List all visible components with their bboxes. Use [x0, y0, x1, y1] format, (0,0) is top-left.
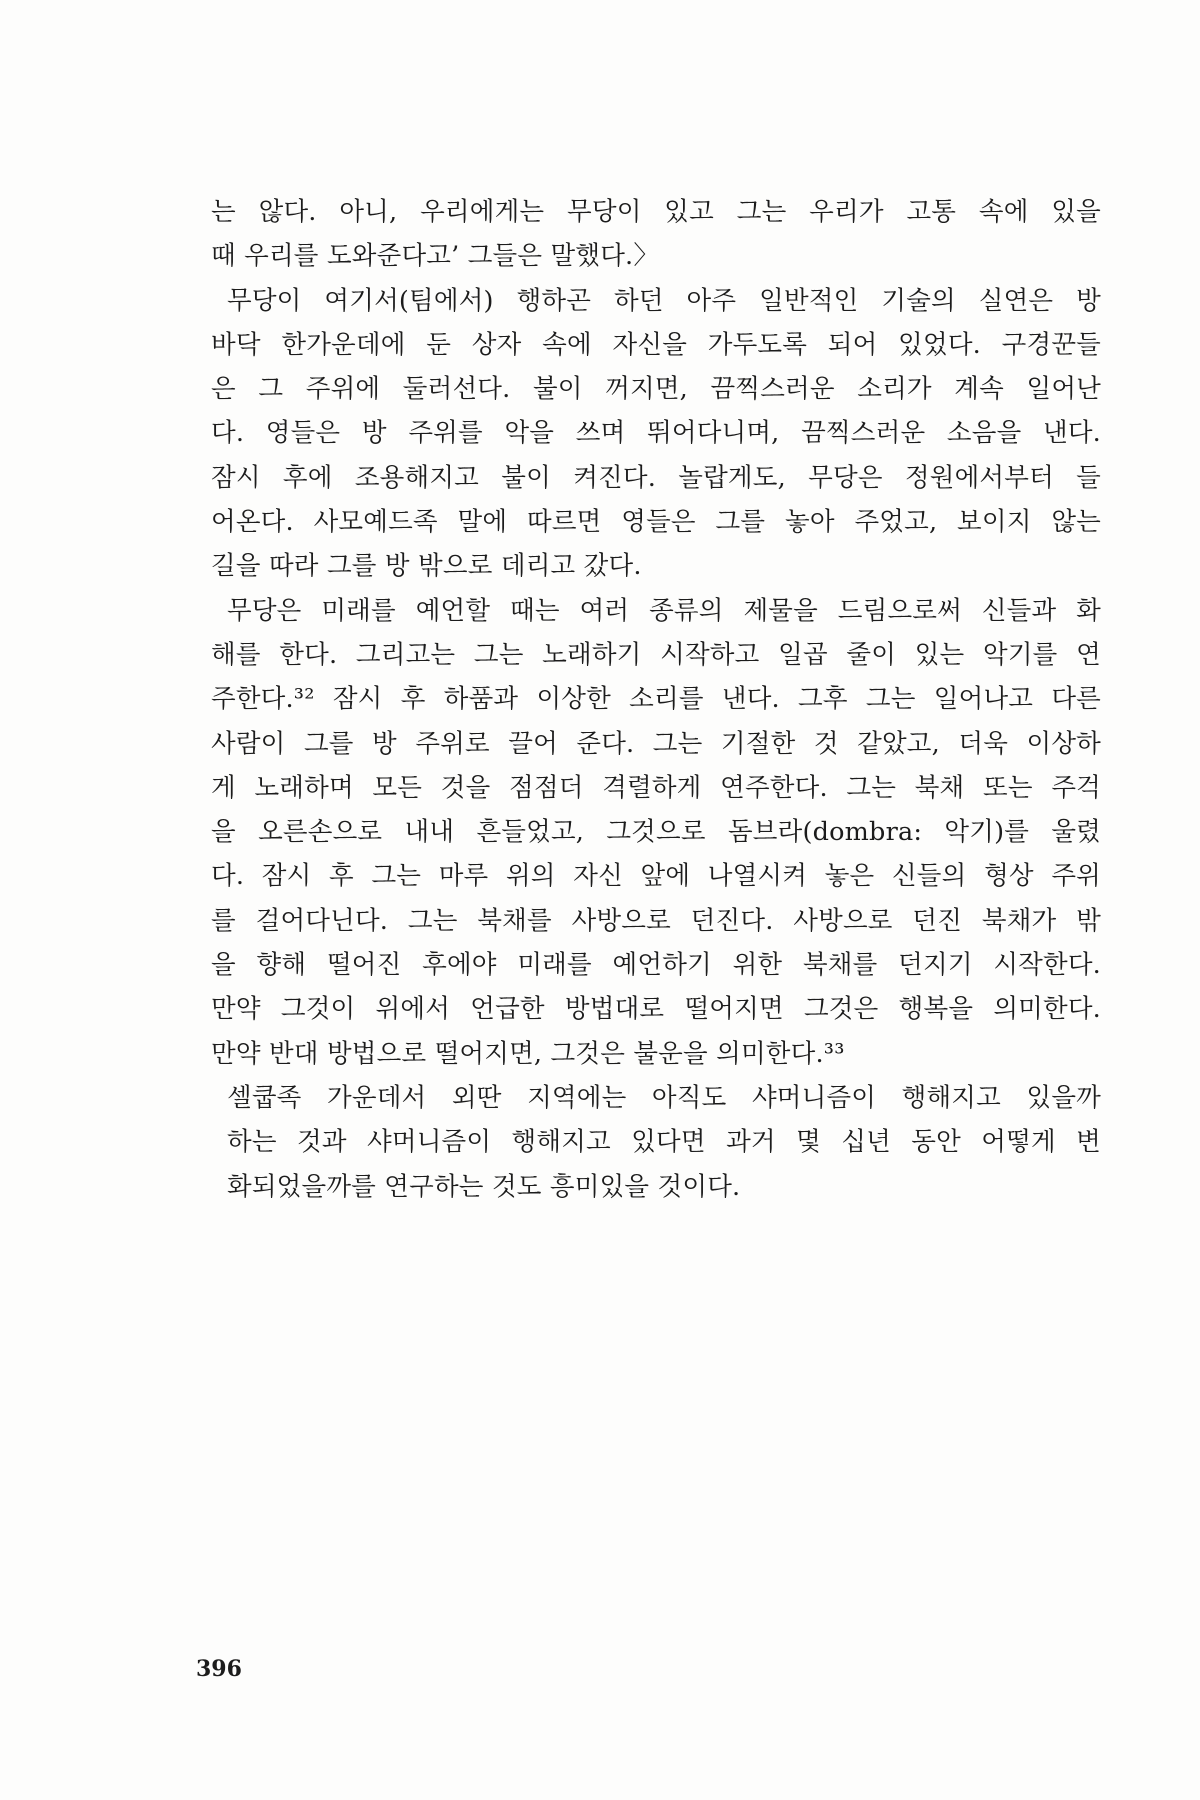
text-line: 을 오른손으로 내내 흔들었고, 그것으로 돔브라(dombra: 악기)를 울렸 [211, 817, 1101, 848]
text-line: 사람이 그를 방 주위로 끌어 준다. 그는 기절한 것 같았고, 더욱 이상하 [211, 728, 1101, 759]
text-line: 게 노래하며 모든 것을 점점더 격렬하게 연주한다. 그는 북채 또는 주걱 [211, 772, 1101, 803]
text-line: 어온다. 사모예드족 말에 따르면 영들은 그를 놓아 주었고, 보이지 않는 [211, 507, 1101, 538]
text-line: 주한다.³² 잠시 후 하품과 이상한 소리를 낸다. 그후 그는 일어나고 다른 [211, 684, 1101, 715]
text-line: 하는 것과 샤머니즘이 행해지고 있다면 과거 몇 십년 동안 어떻게 변 [227, 1127, 1101, 1158]
text-line: 셀쿱족 가운데서 외딴 지역에는 아직도 샤머니즘이 행해지고 있을까 [227, 1082, 1101, 1113]
text-line: 다. 잠시 후 그는 마루 위의 자신 앞에 나열시켜 놓은 신들의 형상 주위 [211, 861, 1101, 892]
text-line: 화되었을까를 연구하는 것도 흥미있을 것이다. [227, 1171, 741, 1202]
text-line: 은 그 주위에 둘러선다. 불이 꺼지면, 끔찍스러운 소리가 계속 일어난 [211, 374, 1101, 405]
text-line: 때 우리를 도와준다고’ 그들은 말했다.〉 [211, 241, 660, 272]
page-number: 396 [196, 1656, 242, 1682]
text-line: 는 않다. 아니, 우리에게는 무당이 있고 그는 우리가 고통 속에 있을 [211, 197, 1101, 227]
text-line: 을 향해 떨어진 후에야 미래를 예언하기 위한 북채를 던지기 시작한다. [211, 950, 1101, 981]
text-line: 바닥 한가운데에 둔 상자 속에 자신을 가두도록 되어 있었다. 구경꾼들 [211, 329, 1101, 360]
text-line: 무당이 여기서(팀에서) 행하곤 하던 아주 일반적인 기술의 실연은 방 [227, 285, 1101, 316]
body-text [211, 190, 1101, 1209]
text-line: 무당은 미래를 예언할 때는 여러 종류의 제물을 드림으로써 신들과 화 [227, 595, 1101, 626]
text-line: 만약 그것이 위에서 언급한 방법대로 떨어지면 그것은 행복을 의미한다. [211, 994, 1101, 1025]
text-line: 잠시 후에 조용해지고 불이 켜진다. 놀랍게도, 무당은 정원에서부터 들 [211, 462, 1101, 493]
text-line: 다. 영들은 방 주위를 악을 쓰며 뛰어다니며, 끔찍스러운 소음을 낸다. [211, 418, 1101, 449]
text-line: 해를 한다. 그리고는 그는 노래하기 시작하고 일곱 줄이 있는 악기를 연 [211, 639, 1101, 670]
text-line: 를 걸어다닌다. 그는 북채를 사방으로 던진다. 사방으로 던진 북채가 밖 [211, 905, 1101, 936]
text-line: 길을 따라 그를 방 밖으로 데리고 갔다. [211, 551, 642, 582]
text-line: 만약 반대 방법으로 떨어지면, 그것은 불운을 의미한다.³³ [211, 1038, 845, 1069]
